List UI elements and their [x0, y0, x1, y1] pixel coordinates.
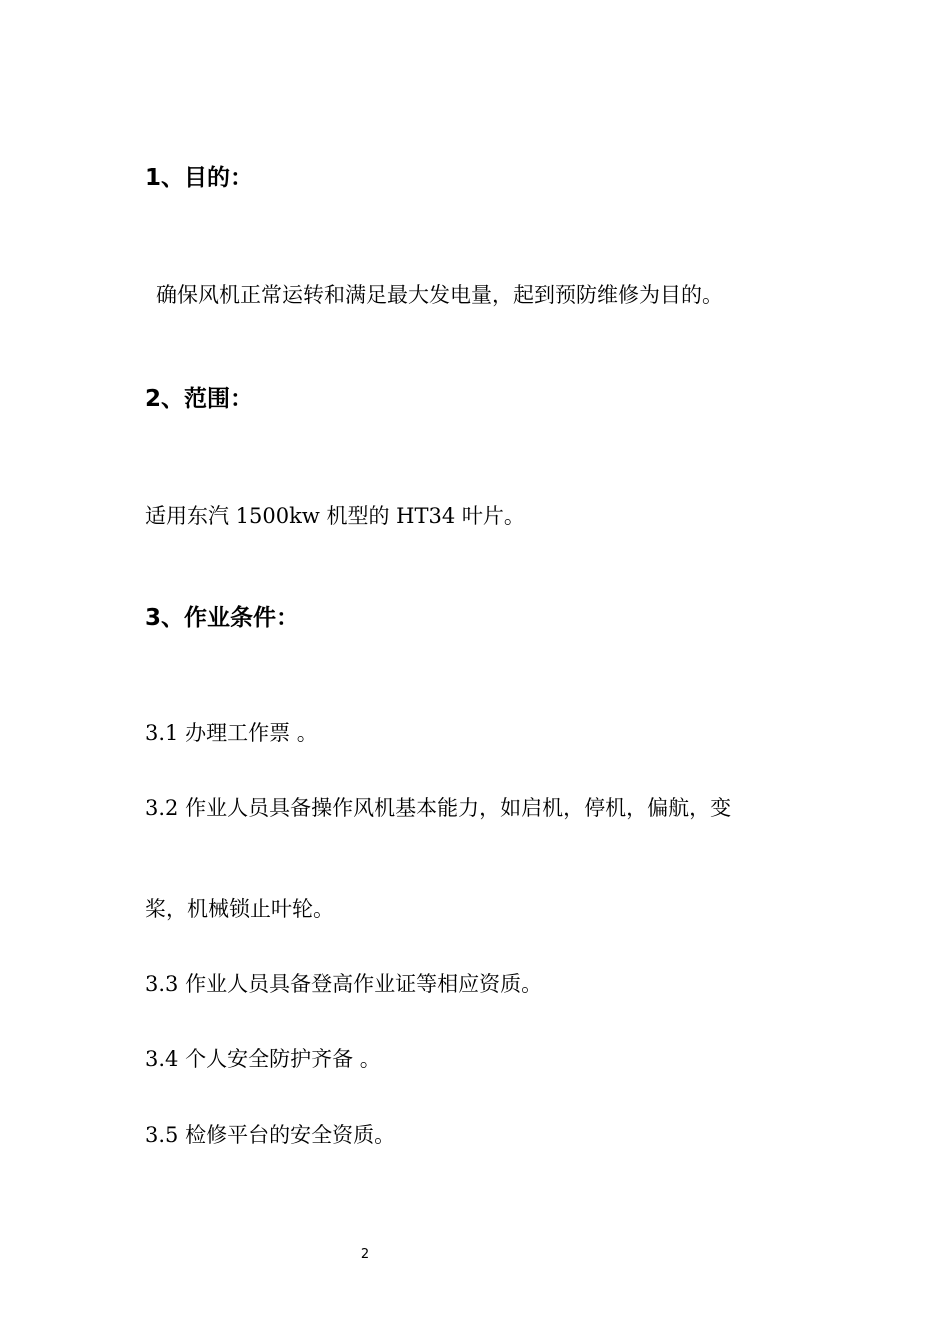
- condition-item-3-3: 3.3 作业人员具备登高作业证等相应资质。: [145, 972, 543, 996]
- section-heading-conditions: 3、作业条件：: [145, 605, 300, 631]
- scope-paragraph: 适用东汽 1500kw 机型的 HT34 叶片。: [145, 504, 525, 528]
- page-number: 2: [360, 1247, 370, 1262]
- condition-item-3-2: 3.2 作业人员具备操作风机基本能力，如启机，停机，偏航，变: [145, 796, 732, 820]
- condition-item-3-2-continued: 桨，机械锁止叶轮。: [145, 897, 334, 921]
- purpose-paragraph: 确保风机正常运转和满足最大发电量，起到预防维修为目的。: [156, 283, 723, 307]
- condition-item-3-4: 3.4 个人安全防护齐备 。: [145, 1047, 381, 1071]
- condition-item-3-1: 3.1 办理工作票 。: [145, 721, 318, 745]
- section-heading-purpose: 1、目的：: [145, 165, 254, 191]
- section-heading-scope: 2、范围：: [145, 386, 254, 412]
- condition-item-3-5: 3.5 检修平台的安全资质。: [145, 1123, 396, 1147]
